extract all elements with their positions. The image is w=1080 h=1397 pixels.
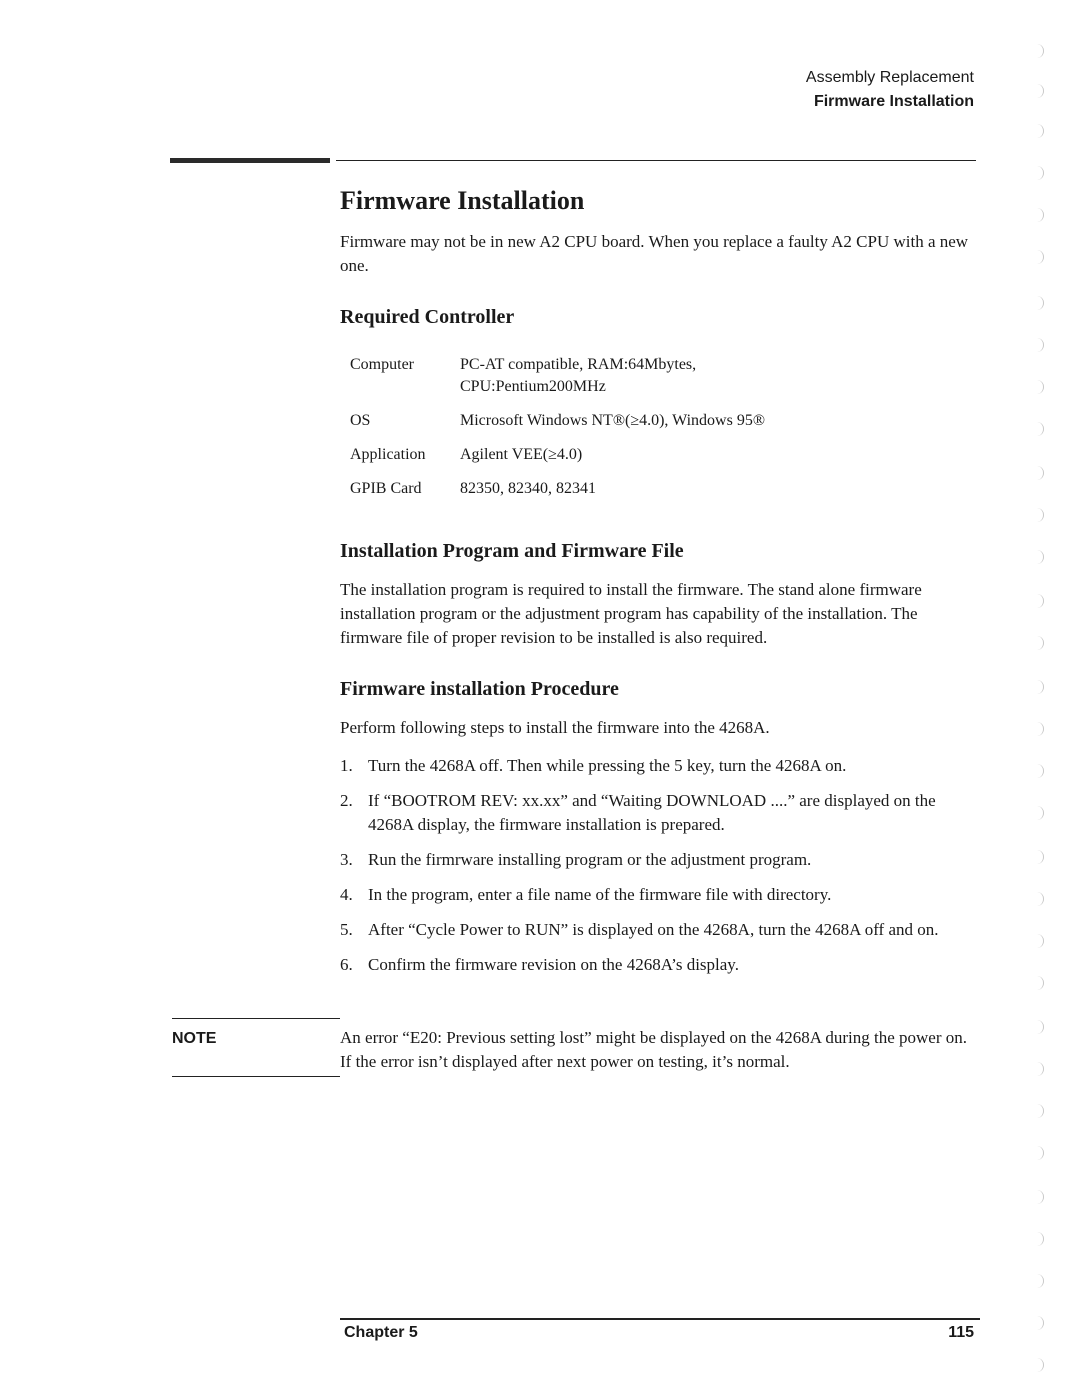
binding-hole-icon [1037, 124, 1044, 138]
binding-hole-icon [1037, 44, 1044, 58]
binding-hole-icon [1037, 976, 1044, 990]
step-text: Run the firmrware installing program or the adjustment program. [368, 850, 812, 869]
binding-hole-icon [1037, 338, 1044, 352]
step-text: After “Cycle Power to RUN” is displayed on the 4268A, turn the 4268A off and on. [368, 920, 939, 939]
note-label: NOTE [172, 1030, 217, 1047]
binding-hole-icon [1037, 250, 1044, 264]
list-item [340, 883, 980, 907]
note-rule-bottom [172, 1076, 340, 1077]
footer-rule [340, 1318, 980, 1320]
binding-hole-icon [1037, 380, 1044, 394]
list-item [340, 754, 980, 778]
step-number: 1. [340, 756, 353, 775]
binding-hole-icon [1037, 680, 1044, 694]
step-number: 4. [340, 885, 353, 904]
binding-hole-icon [1037, 764, 1044, 778]
note-rule-top [172, 1018, 340, 1019]
step-text: If “BOOTROM REV: xx.xx” and “Waiting DOWNLOAD ....” are displayed on the 4268A display, the firmware installation is prepared. [368, 791, 936, 834]
binding-hole-icon [1037, 296, 1044, 310]
binding-hole-icon [1037, 1190, 1044, 1204]
binding-hole-icon [1037, 84, 1044, 98]
req-key: OS [350, 412, 371, 429]
binding-hole-icon [1037, 1146, 1044, 1160]
page-number: 115 [948, 1324, 974, 1341]
binding-hole-icon [1037, 636, 1044, 650]
step-number: 5. [340, 920, 353, 939]
running-header [806, 66, 974, 114]
intro-paragraph: Firmware may not be in new A2 CPU board. When you replace a faulty A2 CPU with a new one. [340, 232, 969, 275]
req-value: PC-AT compatible, RAM:64Mbytes, CPU:Pentium200MHz [460, 356, 697, 395]
step-number: 6. [340, 955, 353, 974]
binding-hole-icon [1037, 550, 1044, 564]
list-item [340, 918, 980, 942]
binding-hole-icon [1037, 1358, 1044, 1372]
required-controller-table [350, 354, 910, 512]
binding-hole-icon [1037, 1316, 1044, 1330]
list-item [340, 789, 980, 837]
table-row [350, 478, 910, 512]
req-value: Microsoft Windows NT®(≥4.0), Windows 95® [460, 412, 765, 429]
binding-hole-icon [1037, 208, 1044, 222]
footer-chapter: Chapter 5 [344, 1324, 418, 1341]
binding-hole-icon [1037, 934, 1044, 948]
header-rule-thin [336, 160, 976, 161]
binding-hole-icon [1037, 892, 1044, 906]
table-row [350, 354, 910, 410]
binding-hole-icon [1037, 1232, 1044, 1246]
table-row [350, 444, 910, 478]
procedure-steps [340, 754, 980, 988]
binding-hole-icon [1037, 850, 1044, 864]
req-key: Application [350, 446, 426, 463]
step-number: 2. [340, 791, 353, 810]
step-text: In the program, enter a file name of the firmware file with directory. [368, 885, 832, 904]
req-value: Agilent VEE(≥4.0) [460, 446, 583, 463]
req-key: Computer [350, 356, 414, 373]
req-key: GPIB Card [350, 480, 422, 497]
binding-hole-icon [1037, 594, 1044, 608]
req-value: 82350, 82340, 82341 [460, 480, 596, 497]
table-row [350, 410, 910, 444]
binding-hole-icon [1037, 1104, 1044, 1118]
installation-program-paragraph: The installation program is required to install the firmware. The stand alone firmware installation program or the adjustment program has capability of the installation. The firmware file of proper revision to be installed is also required. [340, 580, 922, 647]
procedure-heading: Firmware installation Procedure [340, 678, 619, 700]
binding-hole-icon [1037, 466, 1044, 480]
required-controller-heading: Required Controller [340, 306, 515, 328]
step-text: Confirm the firmware revision on the 4268A’s display. [368, 955, 739, 974]
binding-hole-icon [1037, 422, 1044, 436]
binding-hole-icon [1037, 1020, 1044, 1034]
list-item [340, 848, 980, 872]
step-text: Turn the 4268A off. Then while pressing the 5 key, turn the 4268A on. [368, 756, 847, 775]
binding-hole-icon [1037, 806, 1044, 820]
running-header-chapter: Assembly Replacement [805, 69, 974, 86]
page-title: Firmware Installation [340, 186, 585, 215]
step-number: 3. [340, 850, 353, 869]
binding-hole-icon [1037, 166, 1044, 180]
note-text: An error “E20: Previous setting lost” might be displayed on the 4268A during the power on. If the error isn’t displayed after next power on testing, it’s normal. [340, 1028, 968, 1071]
binding-hole-icon [1037, 1062, 1044, 1076]
binding-hole-icon [1037, 722, 1044, 736]
binding-hole-icon [1037, 508, 1044, 522]
running-header-section: Firmware Installation [813, 93, 974, 110]
list-item [340, 953, 980, 977]
installation-program-heading: Installation Program and Firmware File [340, 540, 684, 562]
procedure-intro: Perform following steps to install the firmware into the 4268A. [340, 718, 770, 737]
binding-hole-icon [1037, 1274, 1044, 1288]
header-rule-thick [170, 158, 330, 163]
